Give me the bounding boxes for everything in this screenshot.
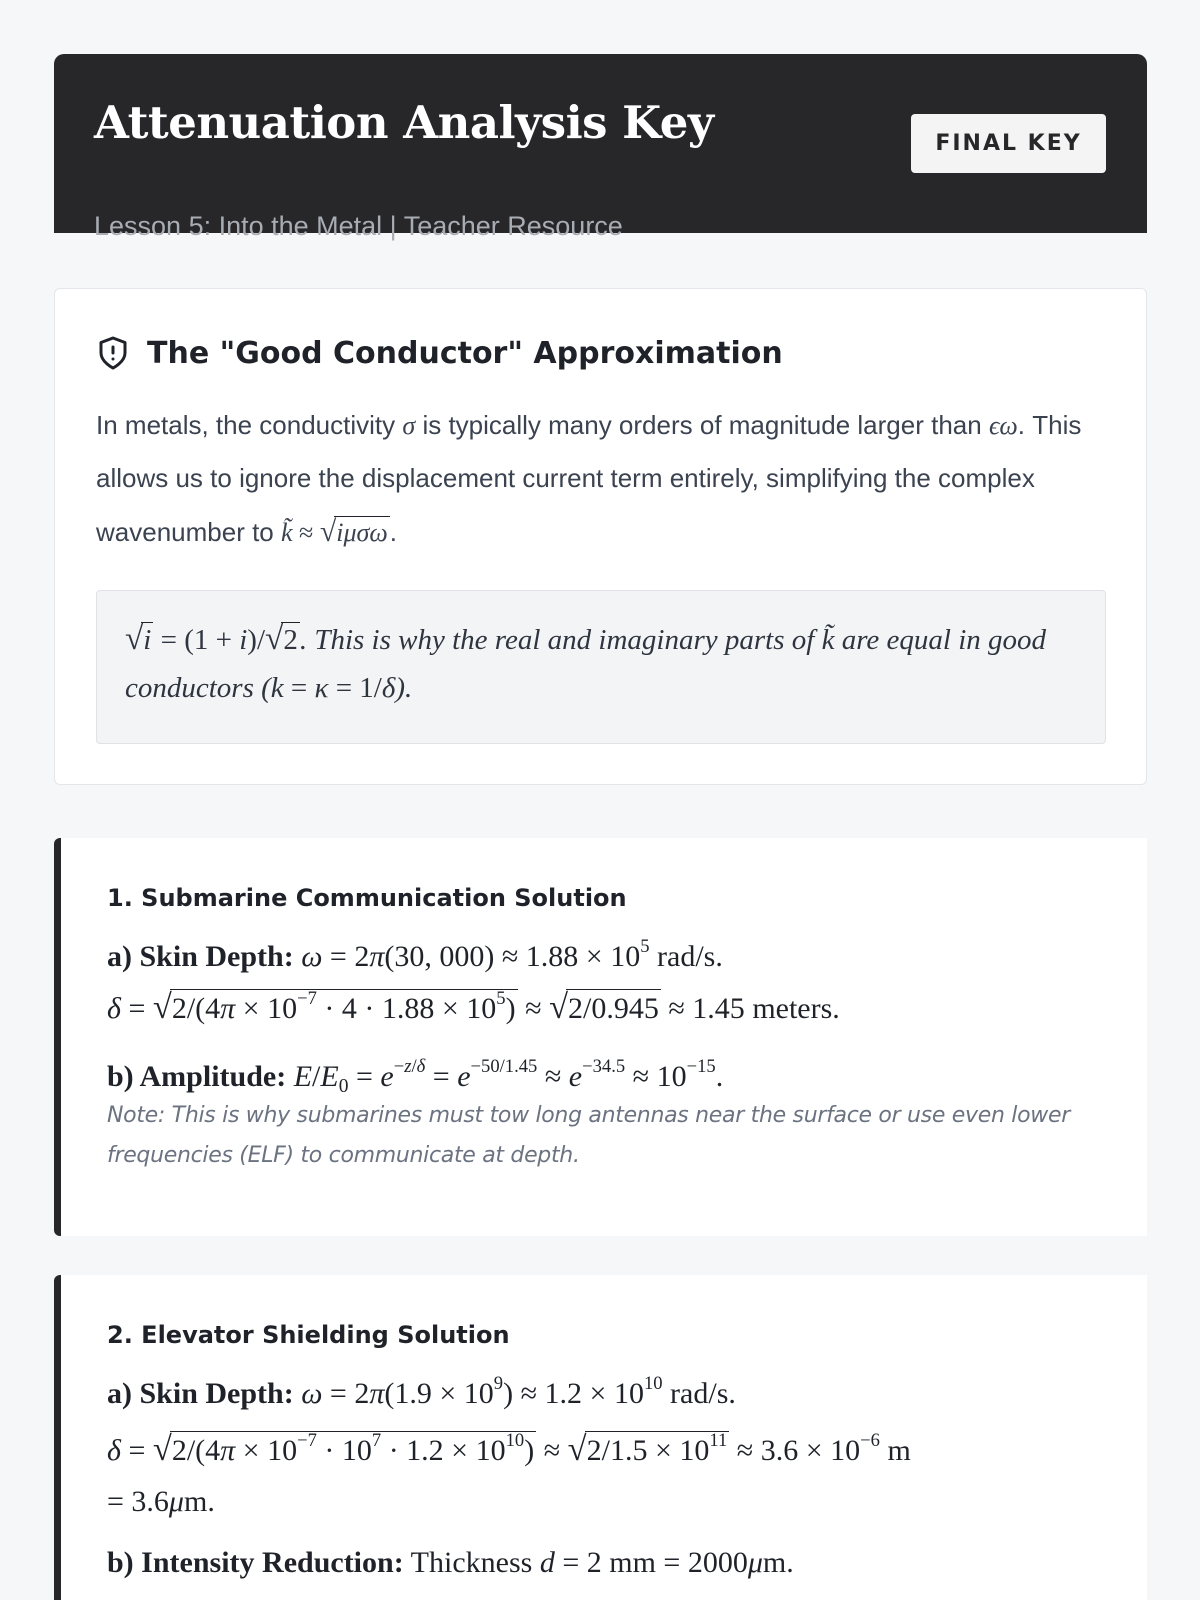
page-subtitle: Lesson 5: Into the Metal | Teacher Resource (94, 211, 623, 241)
solution-2-delta-line: $\delta = √2/(4\pi \times 10^{-7} \cdot 10^7 \cdot 1.2 \times 10^{10}) \approx √2/1.5 \times 10^{11} \approx 3.6 \times 10^{-6}$ m (107, 1430, 911, 1468)
final-key-badge[interactable]: FINAL KEY (911, 114, 1106, 173)
approximation-header (95, 333, 783, 373)
solution-2-skin-depth-line: a) Skin Depth: $\omega = 2\pi(1.9 \times 10^9) \approx 1.2 \times 10^{10}$ rad/s. (107, 1373, 736, 1410)
shield-alert-icon (95, 335, 131, 371)
solution-1-section (54, 838, 1147, 1236)
solution-1-amplitude-line: b) Amplitude: $E/E_0 = e^{-z/\delta} = e^{-50/1.45} \approx e^{-34.5} \approx 10^{-15}$. (107, 1056, 724, 1097)
solution-1-title: 1. Submarine Communication Solution (107, 884, 627, 912)
solution-1-skin-depth-line: a) Skin Depth: ω = 2π(30, $000) \approx 1.88 \times 10^5$ rad/s. (107, 936, 723, 973)
solution-2-intensity-line: b) Intensity Reduction: Thickness d = 2 mm = 2000μm. (107, 1546, 794, 1579)
approximation-card (54, 288, 1147, 785)
solution-2-title: 2. Elevator Shielding Solution (107, 1321, 510, 1349)
solution-1-delta-line: $\delta = √2/(4\pi \times 10^{-7} \cdot 4 \cdot 1.88 \times 10^5) \approx √2/0.945 \approx 1.45$ meters. (107, 988, 840, 1026)
page-header (54, 54, 1147, 241)
page-title: Attenuation Analysis Key (94, 96, 714, 149)
solution-2-section (54, 1275, 1147, 1600)
approximation-title: The "Good Conductor" Approximation (147, 335, 783, 371)
solution-2-micron-line: = 3.6μm. (107, 1485, 215, 1518)
solution-1-note: Note: This is why submarines must tow long antennas near the surface or use even lower frequencies (ELF) to communicate at depth. (107, 1103, 1070, 1168)
sqrt-i-note (96, 590, 1106, 744)
approximation-paragraph: In metals, the conductivity σ is typically many orders of magnitude larger than ϵω. This allows us to ignore the displacement current term entirely, simplifying the complex wavenumber to k̃ ≈ √iμσω. (96, 410, 1082, 548)
sqrt-i-note-text: √i = (1 + i)/√2. This is why the real and imaginary parts of k̃ are equal in good conductors (k = κ = 1/δ). (125, 620, 1047, 704)
